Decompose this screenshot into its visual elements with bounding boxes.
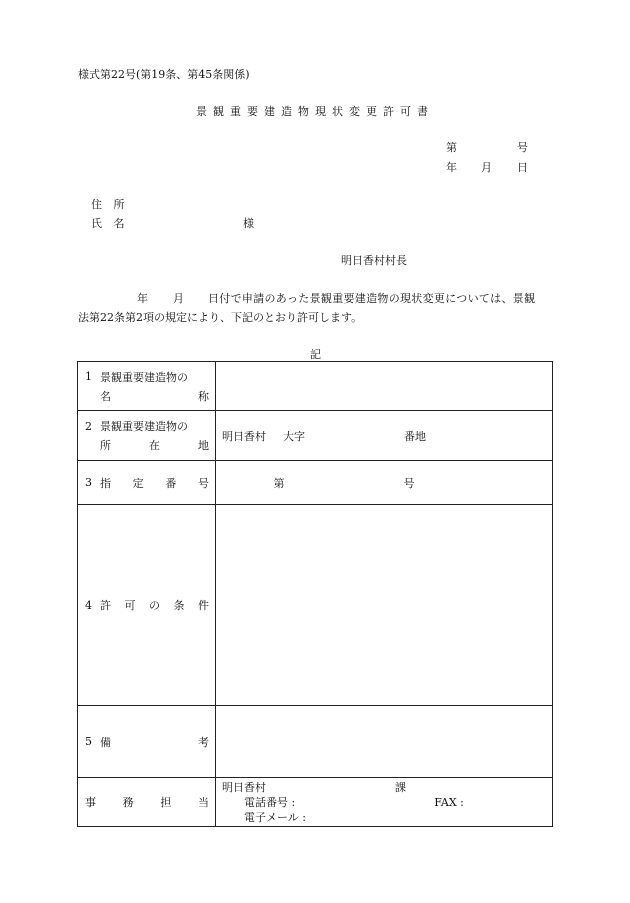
form-number: 様式第22号(第19条、第45条関係) — [78, 68, 250, 81]
row3-label-char: 番 — [165, 476, 177, 490]
permit-table — [77, 361, 553, 827]
location-oaza: 大字 — [283, 429, 305, 443]
row5-label-char: 備 — [100, 735, 111, 749]
contact-fax-label: FAX : — [434, 795, 464, 809]
row1-label-char: 称 — [198, 389, 209, 403]
row-location — [78, 411, 553, 461]
contact-tel-label: 電話番号 : — [244, 795, 296, 809]
number-go: 号 — [517, 141, 528, 154]
address-label: 住 所 — [91, 198, 125, 211]
value-permit-conditions[interactable] — [216, 505, 553, 706]
row6-label-char: 担 — [160, 796, 172, 809]
value-location[interactable] — [216, 411, 553, 461]
row2-label-top: 景観重要建造物の — [100, 420, 188, 433]
date-month: 月 — [481, 161, 492, 174]
location-banchi: 番地 — [404, 429, 426, 443]
location-village: 明日香村 — [222, 429, 266, 443]
designation-dai: 第 — [273, 476, 285, 490]
row4-label-char: 可 — [124, 599, 136, 612]
value-building-name[interactable] — [216, 362, 553, 411]
row2-num: 2 — [85, 419, 92, 433]
row3-num: 3 — [85, 476, 92, 489]
row-remarks — [78, 706, 553, 778]
row3-label-char: 指 — [100, 476, 111, 490]
label-permit-conditions — [78, 505, 216, 706]
body-month: 月 — [173, 292, 184, 305]
date-year: 年 — [446, 161, 457, 174]
document-title: 景観重要建造物現状変更許可書 — [196, 105, 434, 118]
row1-label-char: 名 — [100, 389, 111, 403]
row4-label-char: 条 — [173, 599, 185, 612]
row4-label-char: 許 — [100, 599, 111, 612]
body-line-2: 法第22条第2項の規定により、下記のとおり許可します。 — [78, 311, 363, 324]
row1-num: 1 — [85, 370, 92, 383]
label-location — [78, 411, 216, 461]
row6-label-char: 事 — [85, 796, 96, 809]
row-building-name — [78, 362, 553, 411]
honorific-sama: 様 — [243, 217, 254, 230]
row-permit-conditions — [78, 505, 553, 706]
row-designation-number — [78, 461, 553, 505]
label-designation-number — [78, 461, 216, 505]
number-dai: 第 — [446, 141, 457, 154]
designation-go: 号 — [403, 476, 415, 490]
value-contact[interactable] — [216, 778, 553, 827]
label-remarks — [78, 706, 216, 778]
row4-num: 4 — [85, 598, 92, 612]
row6-label-char: 当 — [197, 796, 209, 809]
label-contact — [78, 778, 216, 827]
issuer-mayor: 明日香村村長 — [341, 254, 407, 267]
row4-label-char: の — [149, 599, 160, 612]
ki-heading: 記 — [310, 348, 321, 361]
row2-label-char: 所 — [100, 439, 111, 452]
contact-email-label: 電子メール : — [244, 810, 306, 824]
contact-ka: 課 — [395, 780, 406, 794]
row3-label-char: 定 — [132, 476, 144, 490]
row-contact — [78, 778, 553, 827]
row5-label-char: 考 — [198, 735, 209, 749]
label-building-name — [78, 362, 216, 411]
name-label: 氏 名 — [91, 217, 125, 230]
body-year: 年 — [137, 292, 148, 305]
row3-label-char: 号 — [197, 476, 209, 490]
row6-label-char: 務 — [122, 796, 134, 809]
date-day: 日 — [517, 161, 528, 174]
row2-label-char: 地 — [198, 439, 209, 452]
value-remarks[interactable] — [216, 706, 553, 778]
row4-label-char: 件 — [198, 599, 209, 612]
row1-label-top: 景観重要建造物の — [100, 370, 188, 384]
contact-village: 明日香村 — [222, 780, 266, 794]
value-designation-number[interactable] — [216, 461, 553, 505]
row5-num: 5 — [85, 735, 92, 748]
row2-label-char: 在 — [149, 439, 160, 452]
body-line-1: 日付で申請のあった景観重要建造物の現状変更については、景観 — [208, 292, 536, 305]
